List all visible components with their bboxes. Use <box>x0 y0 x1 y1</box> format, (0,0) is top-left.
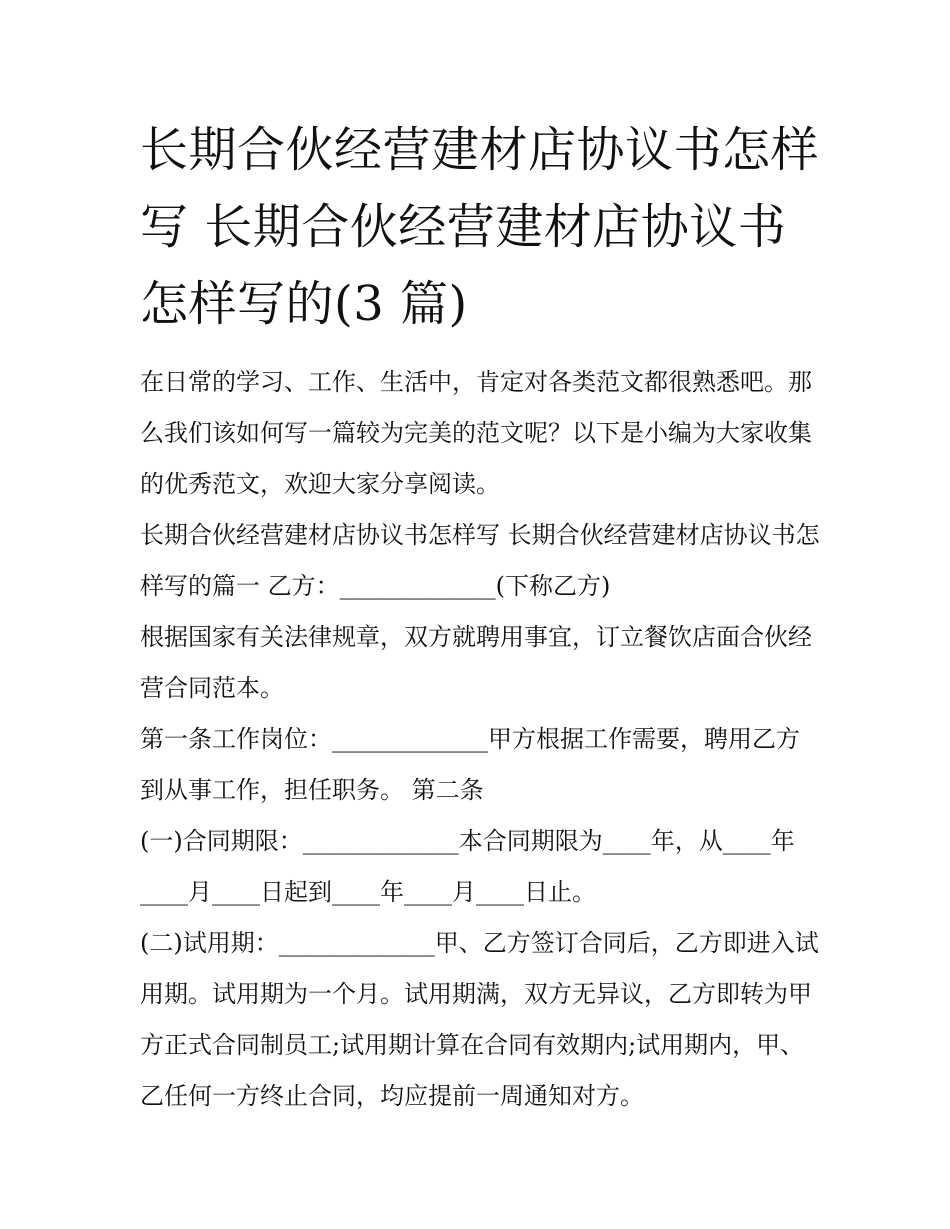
paragraph-probation: (二)试用期：_____________甲、乙方签订合同后，乙方即进入试用期。试用期为一个月。试用期满，双方无异议，乙方即转为甲方正式合同制员工;试用期计算在合同有效期内;试用期内，甲、乙任何一方终止合同，均应提前一周通知对方。 <box>140 929 819 1110</box>
document-body <box>140 357 820 1122</box>
document-title: 长期合伙经营建材店协议书怎样写 长期合伙经营建材店协议书怎样写的(3 篇) <box>140 122 820 332</box>
paragraph-legal-basis: 根据国家有关法律规章，双方就聘用事宜，订立餐饮店面合伙经营合同范本。 <box>140 623 812 702</box>
document-page <box>140 112 820 1122</box>
paragraph-intro: 在日常的学习、工作、生活中，肯定对各类范文都很熟悉吧。那么我们该如何写一篇较为完美的范文呢？以下是小编为大家收集的优秀范文，欢迎大家分享阅读。 <box>140 368 812 498</box>
paragraph-article-one: 第一条工作岗位：_____________甲方根据工作需要，聘用乙方到从事工作，担任职务。 第二条 <box>140 725 800 804</box>
paragraph-contract-term: (一)合同期限：_____________本合同期限为____年，从____年____月____日起到____年____月____日止。 <box>140 827 795 906</box>
paragraph-heading-part-one: 长期合伙经营建材店协议书怎样写 长期合伙经营建材店协议书怎样写的篇一 乙方：_____________(下称乙方) <box>140 521 820 600</box>
